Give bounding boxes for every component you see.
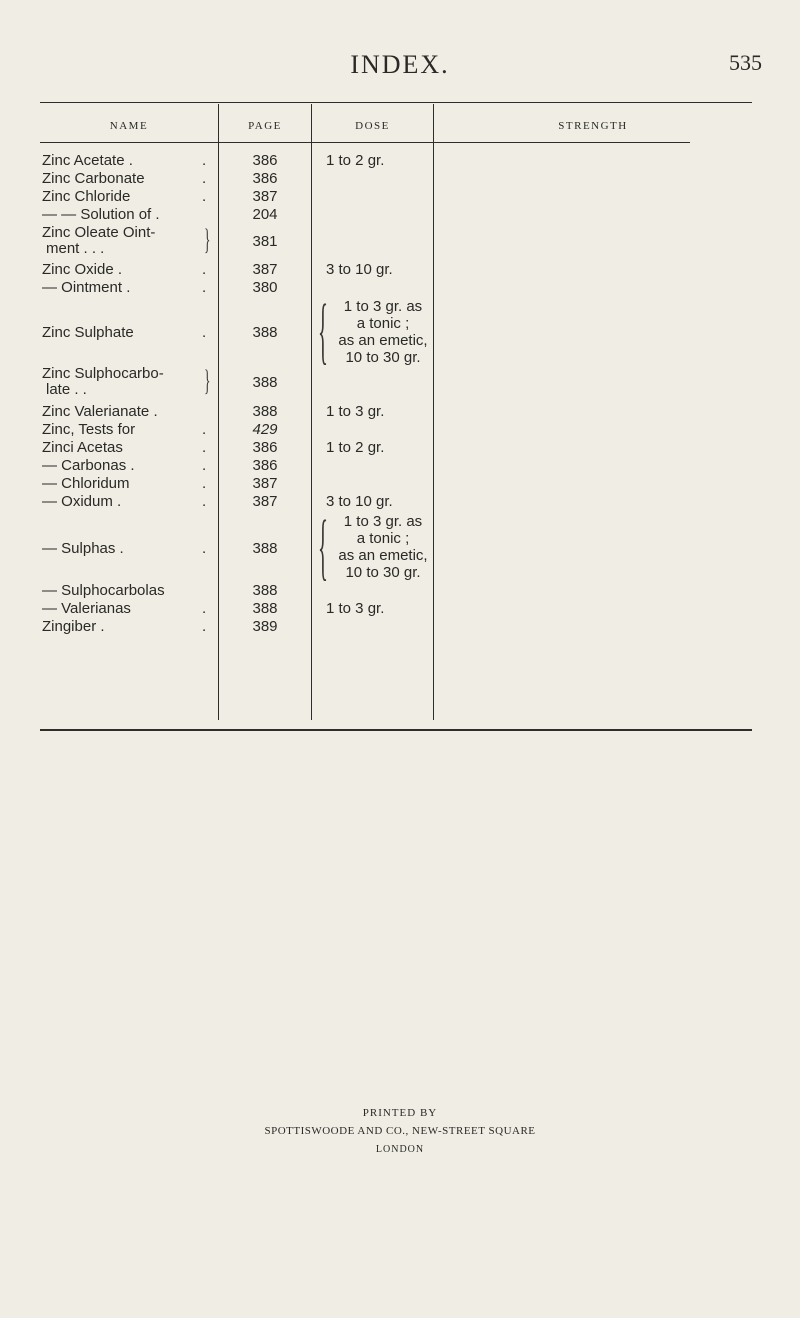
row-leader: .: [202, 600, 207, 617]
column-divider-1: [218, 104, 219, 720]
row-name-text: Zingiber .: [42, 618, 105, 635]
row-page: 380: [252, 279, 278, 296]
row-name-text: Zinc, Tests for: [42, 421, 136, 438]
row-page: 388: [252, 600, 278, 617]
row-name-text: Zinci Acetas: [42, 439, 123, 456]
name-brace: }: [204, 364, 211, 397]
running-head: [0, 50, 800, 80]
row-name-text: — Ointment .: [42, 279, 131, 296]
row-page: 381: [252, 233, 278, 250]
row-leader: .: [202, 261, 207, 278]
row-page: 389: [252, 618, 278, 635]
row-page: 387: [252, 475, 278, 492]
row-page: 387: [252, 261, 278, 278]
row-name: [42, 188, 218, 205]
dose-brace: {: [318, 290, 328, 372]
row-page: 388: [252, 374, 278, 391]
row-page: 204: [252, 206, 278, 223]
row-leader: .: [202, 475, 207, 492]
row-name-text: Zinc Oxide .: [42, 261, 123, 278]
table-top-rule: [40, 102, 752, 103]
row-dose-line: 1 to 3 gr. as: [343, 298, 423, 315]
row-leader: .: [202, 618, 207, 635]
row-name-text: Zinc Valerianate .: [42, 403, 158, 420]
row-name-text: — Sulphas .: [42, 540, 124, 557]
row-name: [42, 170, 218, 187]
row-page: 388: [252, 582, 278, 599]
row-leader: .: [202, 421, 207, 438]
row-page: 386: [252, 152, 278, 169]
row-leader: .: [202, 439, 207, 456]
row-name: [42, 225, 218, 257]
table-bottom-rule: [40, 729, 752, 731]
row-name: [42, 600, 218, 617]
column-header-name: NAME: [109, 120, 149, 132]
row-name-text: Zinc Acetate .: [42, 152, 133, 169]
row-dose: 1 to 3 gr.: [326, 600, 385, 617]
row-leader: .: [202, 152, 207, 169]
row-name: [42, 403, 218, 420]
row-dose-line: 10 to 30 gr.: [345, 564, 421, 581]
row-name-line: Zinc Oleate Oint-: [42, 224, 156, 241]
row-dose: 3 to 10 gr.: [326, 261, 393, 278]
name-brace: }: [204, 223, 211, 256]
row-leader: .: [202, 457, 207, 474]
row-name: [42, 618, 218, 635]
row-page: 387: [252, 493, 278, 510]
row-name-text: Zinc Carbonate: [42, 170, 145, 187]
row-name-text: Zinc Sulphate: [42, 324, 134, 341]
column-divider-2: [311, 104, 312, 720]
row-name: [42, 324, 218, 341]
row-name: [42, 421, 218, 438]
row-page: 429: [252, 421, 278, 438]
row-name: [42, 439, 218, 456]
row-page: 388: [252, 403, 278, 420]
running-title: INDEX.: [350, 50, 450, 79]
row-name-line: late . .: [46, 381, 87, 398]
row-dose-line: 1 to 3 gr. as: [343, 513, 423, 530]
row-name-text: — Chloridum: [42, 475, 130, 492]
row-leader: .: [202, 540, 207, 557]
header-bottom-rule: [40, 142, 690, 143]
row-name-text: — Valerianas: [42, 600, 131, 617]
row-page: 386: [252, 439, 278, 456]
page-number: 535: [729, 50, 762, 75]
row-name-text: Zinc Chloride: [42, 188, 131, 205]
row-dose: 1 to 2 gr.: [326, 439, 385, 456]
row-name-line: ment . . .: [46, 240, 105, 257]
row-dose: 1 to 2 gr.: [326, 152, 385, 169]
column-header-strength: STRENGTH: [558, 120, 628, 132]
row-dose-line: as an emetic,: [338, 332, 428, 349]
row-dose-line: 10 to 30 gr.: [345, 349, 421, 366]
row-name-text: — Oxidum .: [42, 493, 122, 510]
dose-brace: {: [318, 506, 328, 588]
row-name: [42, 206, 218, 223]
row-leader: .: [202, 493, 207, 510]
row-name: [42, 261, 218, 278]
row-page: 386: [252, 170, 278, 187]
row-leader: .: [202, 279, 207, 296]
row-name: [42, 152, 218, 169]
row-name: [42, 493, 218, 510]
row-dose-line: a tonic ;: [356, 530, 410, 547]
row-page: 386: [252, 457, 278, 474]
row-name: [42, 540, 218, 557]
imprint-line-3: LONDON: [375, 1144, 425, 1155]
column-header-page: PAGE: [248, 120, 282, 132]
row-page: 388: [252, 540, 278, 557]
row-name: [42, 475, 218, 492]
row-dose: 3 to 10 gr.: [326, 493, 393, 510]
row-name-text: — Sulphocarbolas: [42, 582, 165, 599]
row-dose-block: [326, 298, 440, 366]
row-leader: .: [202, 324, 207, 341]
imprint-line-2: SPOTTISWOODE AND CO., NEW-STREET SQUARE: [264, 1125, 536, 1137]
row-dose-line: as an emetic,: [338, 547, 428, 564]
row-name: [42, 582, 218, 599]
imprint-line-1: PRINTED BY: [362, 1107, 438, 1119]
row-dose-block: [326, 513, 440, 581]
row-name: [42, 366, 218, 398]
row-dose-line: a tonic ;: [356, 315, 410, 332]
row-dose: 1 to 3 gr.: [326, 403, 385, 420]
row-leader: .: [202, 188, 207, 205]
row-name-text: — Carbonas .: [42, 457, 135, 474]
row-name-text: — — Solution of .: [42, 206, 160, 223]
row-name: [42, 279, 218, 296]
row-page: 387: [252, 188, 278, 205]
row-page: 388: [252, 324, 278, 341]
column-header-dose: DOSE: [355, 120, 390, 132]
row-leader: .: [202, 170, 207, 187]
row-name-line: Zinc Sulphocarbo-: [42, 365, 164, 382]
row-name: [42, 457, 218, 474]
